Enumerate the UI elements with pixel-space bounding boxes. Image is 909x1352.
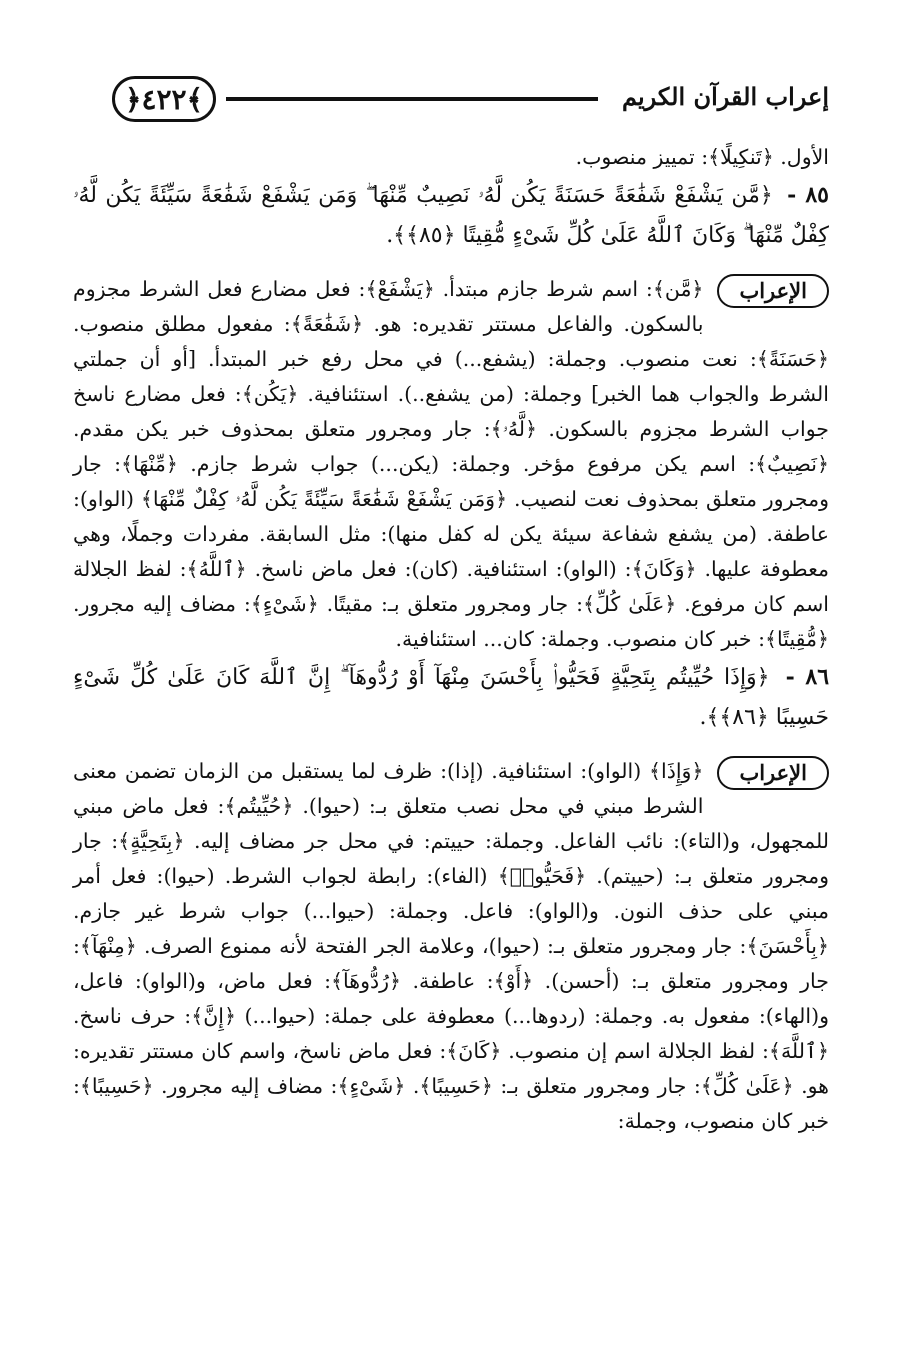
irab-line: استئنافية. bbox=[395, 627, 477, 651]
irab-line: ﴿وَإِذَا﴾ (الواو): استئنافية. (إذا): ظرف لما يستقبل من الزمان تضمن معنى bbox=[73, 759, 704, 783]
verse-86 bbox=[73, 657, 829, 738]
irab-line: كفل منها): مثل السابقة. مفردات وجملًا، وهي معطوفة عليها. ﴿وَكَانَ﴾: (الواو): استئنافية. bbox=[73, 522, 829, 581]
irab-line: ﴿وَمَن يَشْفَعْ شَفَٰعَةً سَيِّئَةً يَكُن لَّهُۥ كِفْلٌ مِّنْهَا﴾ (الواو): عاطفة. (من يشفع شفاعة سيئة يكن له bbox=[73, 487, 829, 546]
irab-line: ﴿أَوْ﴾: عاطفة. ﴿رُدُّوهَآ﴾: فعل ماض، و(الواو): فاعل، و(الهاء): مفعول به. وجملة: bbox=[73, 969, 829, 1028]
irab-line: (حييتم). ﴿فَحَيُّوا۟﴾ (الفاء): رابطة لجواب الشرط. (حيوا): فعل أمر مبني على حذف النون. bbox=[73, 864, 829, 923]
irab-line: و(الواو): فاعل. وجملة: (حيوا...) جواب شرط غير جازم. ﴿بِأَحْسَنَ﴾: جار ومجرور متعلق بـ: bbox=[73, 899, 829, 958]
continuation-line: الأول. ﴿تَنكِيلًا﴾: تمييز منصوب. bbox=[575, 145, 829, 169]
irab-line: (حيوا)، وعلامة الجر الفتحة لأنه ممنوع الصرف. ﴿مِنْهَآ﴾: جار ومجرور متعلق بـ: (أحسن). bbox=[73, 934, 829, 993]
header-rule bbox=[226, 97, 598, 101]
irab-line: الشرط مبني في محل نصب متعلق بـ: (حيوا). ﴿حُيِّيتُم﴾: فعل ماض مبني للمجهول، و(التاء): bbox=[73, 794, 829, 853]
irab-line: منصوب. وجملة: (يشفع...) في محل رفع خبر المبتدأ. [أو أن جملتي الشرط والجواب هما الخبر] bbox=[73, 347, 829, 406]
irab-line: نائب الفاعل. وجملة: حييتم: في محل جر مضاف إليه. ﴿بِتَحِيَّةٍ﴾: جار ومجرور متعلق بـ: bbox=[73, 829, 829, 888]
running-header-title: إعراب القرآن الكريم bbox=[622, 82, 829, 111]
irab-label: الإعراب bbox=[717, 274, 829, 308]
irab-label: الإعراب bbox=[717, 756, 829, 790]
irab-line: وجملة: (من يشفع..). استئنافية. ﴿يَكُن﴾: فعل مضارع ناسخ جواب الشرط مجزوم بالسكون. bbox=[73, 382, 829, 441]
irab-line: (كان): فعل ماض ناسخ. ﴿ٱللَّهُ﴾: لفظ الجلالة اسم كان مرفوع. ﴿عَلَىٰ كُلِّ﴾: جار ومجرور bbox=[73, 557, 829, 616]
verse-number: ٨٦ - bbox=[785, 664, 830, 690]
irab-line: ﴿مَّن﴾: اسم شرط جازم مبتدأ. ﴿يَشْفَعْ﴾: فعل مضارع فعل الشرط مجزوم bbox=[73, 277, 704, 301]
page-body bbox=[73, 140, 829, 1322]
irab-line: ﴿لَّهُۥ﴾: جار ومجرور متعلق بمحذوف خبر يكن مقدم. ﴿نَصِيبٌ﴾: اسم يكن مرفوع مؤخر. bbox=[73, 417, 829, 476]
irab-section-85 bbox=[73, 272, 829, 657]
irab-line: متعلق بـ: مقيتًا. ﴿شَىْءٍ﴾: مضاف إليه مجرور. ﴿مُّقِيتًا﴾: خبر كان منصوب. وجملة: كان... bbox=[73, 592, 829, 651]
irab-line: وجملة: (يكن...) جواب شرط جازم. ﴿مِّنْهَا﴾: جار ومجرور متعلق بمحذوف نعت لنصيب. bbox=[73, 452, 830, 511]
irab-line: متعلق بـ: ﴿حَسِيبًا﴾. ﴿شَىْءٍ﴾: مضاف إليه مجرور. ﴿حَسِيبًا﴾: خبر كان منصوب، وجملة: bbox=[73, 1074, 829, 1133]
verse-number: ٨٥ - bbox=[787, 182, 829, 208]
page-number: ﴿٤٢٢﴾ bbox=[112, 76, 216, 122]
verse-85 bbox=[73, 175, 829, 256]
irab-line: (ردوها...) معطوفة على جملة: (حيوا...) ﴿إِنَّ﴾: حرف ناسخ. ﴿ٱللَّهَ﴾: لفظ الجلالة اسم إن bbox=[73, 1004, 829, 1063]
verse-text: ﴿وَإِذَا حُيِّيتُم بِتَحِيَّةٍ فَحَيُّوا۟ بِأَحْسَنَ مِنْهَآ أَوْ رُدُّوهَآ ۗ إِنَّ ٱللَّهَ كَانَ عَلَىٰ كُلِّ شَىْءٍ حَسِيبًا ﴿٨٦﴾﴾. bbox=[73, 665, 829, 730]
irab-line: بالسكون. والفاعل مستتر تقديره: هو. ﴿شَفَٰعَةً﴾: مفعول مطلق منصوب. ﴿حَسَنَةً﴾: نعت bbox=[73, 312, 829, 371]
irab-line: منصوب. ﴿كَانَ﴾: فعل ماض ناسخ، واسم كان مستتر تقديره: هو. ﴿عَلَىٰ كُلِّ﴾: جار ومجرور bbox=[73, 1039, 829, 1098]
irab-section-86 bbox=[73, 754, 829, 1139]
verse-text: ﴿مَّن يَشْفَعْ شَفَٰعَةً حَسَنَةً يَكُن لَّهُۥ نَصِيبٌ مِّنْهَا ۖ وَمَن يَشْفَعْ شَفَٰعَةً سَيِّئَةً يَكُن لَّهُۥ كِفْلٌ مِّنْهَا ۗ وَكَانَ ٱللَّهُ عَلَىٰ كُلِّ شَىْءٍ مُّقِيتًا ﴿٨٥﴾﴾. bbox=[73, 183, 829, 248]
